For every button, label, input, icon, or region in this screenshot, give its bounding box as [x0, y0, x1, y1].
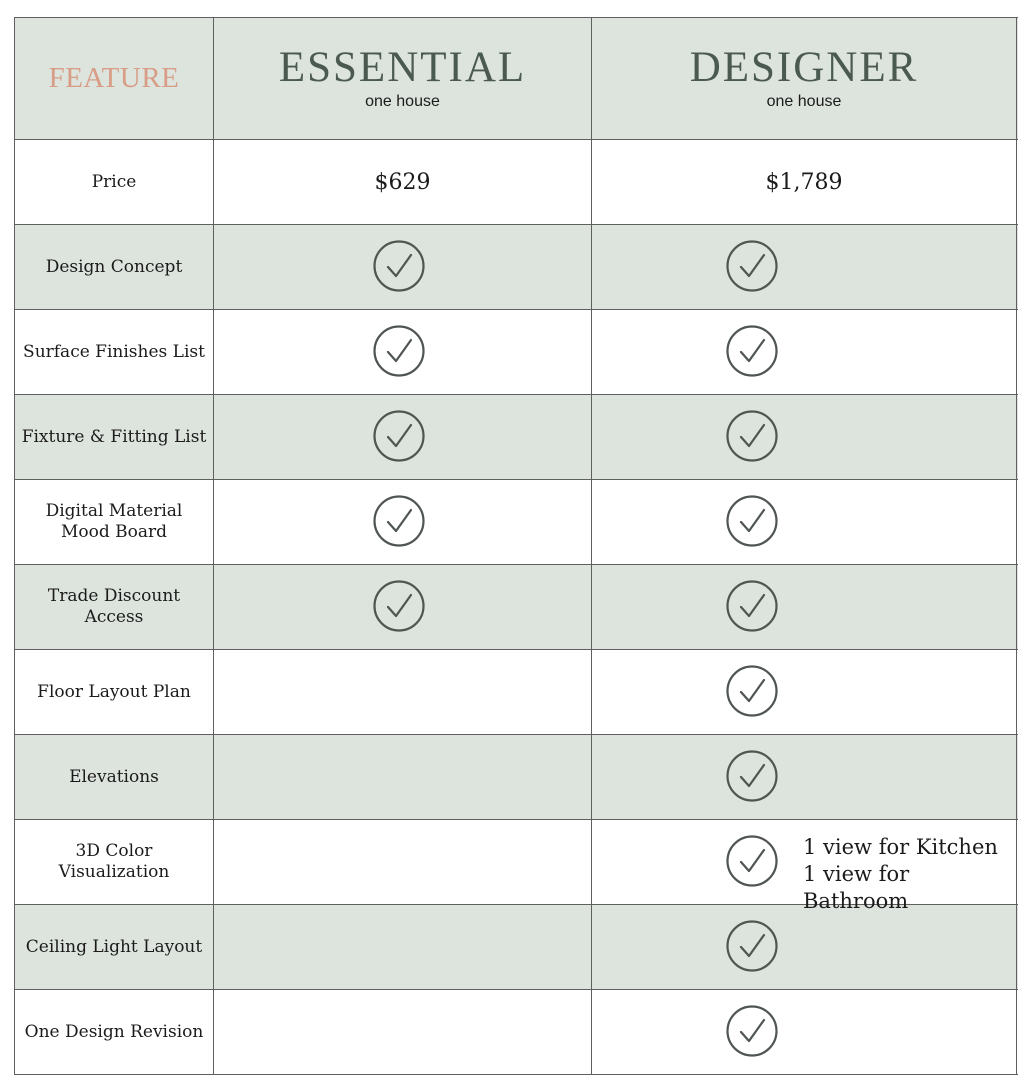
- feature-row: [15, 225, 1018, 310]
- feature-label: Elevations: [69, 766, 159, 787]
- check-circle-icon: [726, 920, 778, 972]
- designer-cell: [592, 990, 1017, 1074]
- feature-label-cell: [15, 565, 214, 649]
- essential-cell: [214, 480, 592, 564]
- essential-cell: [214, 565, 592, 649]
- essential-cell: [214, 820, 592, 904]
- feature-label: One Design Revision: [24, 1021, 204, 1042]
- check-circle-icon: [726, 750, 778, 802]
- check-circle-icon: [373, 580, 425, 632]
- feature-label-cell: [15, 395, 214, 479]
- essential-cell: [214, 395, 592, 479]
- feature-row: [15, 820, 1018, 913]
- price-label-cell: [15, 140, 214, 224]
- feature-label: Design Concept: [45, 256, 183, 277]
- essential-cell: [214, 310, 592, 394]
- check-circle-icon: [726, 240, 778, 292]
- check-circle-icon: [726, 1005, 778, 1057]
- essential-cell: [214, 905, 592, 989]
- feature-row: [15, 650, 1018, 735]
- check-circle-icon: [726, 325, 778, 377]
- feature-row: [15, 990, 1018, 1075]
- check-circle-icon: [373, 495, 425, 547]
- feature-label-cell: [15, 905, 214, 989]
- check-circle-icon: [726, 410, 778, 462]
- designer-price-cell: [592, 140, 1017, 224]
- feature-row: [15, 565, 1018, 650]
- designer-plan-subtitle: one house: [766, 92, 842, 110]
- feature-label-cell: [15, 735, 214, 819]
- essential-cell: [214, 650, 592, 734]
- essential-cell: [214, 990, 592, 1074]
- feature-label-cell: [15, 820, 214, 904]
- feature-label-cell: [15, 225, 214, 309]
- designer-cell: [592, 565, 1017, 649]
- designer-cell: [592, 820, 1017, 913]
- feature-label: Surface Finishes List: [23, 341, 205, 362]
- feature-row: [15, 905, 1018, 990]
- feature-label: 3D Color Visualization: [58, 841, 170, 882]
- essential-cell: [214, 225, 592, 309]
- feature-column-title: FEATURE: [48, 62, 180, 94]
- designer-plan-title: DESIGNER: [689, 43, 919, 91]
- feature-label-cell: [15, 990, 214, 1074]
- designer-price: $1,789: [765, 169, 843, 195]
- designer-cell: [592, 650, 1017, 734]
- header-row: [15, 18, 1018, 140]
- feature-label: Floor Layout Plan: [37, 681, 191, 702]
- comparison-table: [14, 17, 1018, 1075]
- feature-rows: [15, 225, 1018, 1075]
- check-circle-icon: [373, 240, 425, 292]
- check-circle-icon: [726, 495, 778, 547]
- essential-plan-subtitle: one house: [365, 92, 440, 110]
- essential-price: $629: [374, 169, 431, 195]
- essential-plan-title: ESSENTIAL: [278, 43, 527, 91]
- feature-label-cell: [15, 650, 214, 734]
- essential-cell: [214, 735, 592, 819]
- designer-cell: [592, 395, 1017, 479]
- price-label: Price: [91, 171, 137, 192]
- check-circle-icon: [726, 835, 778, 887]
- feature-label: Trade Discount Access: [47, 586, 181, 627]
- feature-row: [15, 395, 1018, 480]
- check-circle-icon: [373, 410, 425, 462]
- check-circle-icon: [373, 325, 425, 377]
- designer-cell: [592, 905, 1017, 989]
- check-circle-icon: [726, 580, 778, 632]
- designer-cell: [592, 310, 1017, 394]
- feature-header-cell: [15, 18, 214, 139]
- essential-header-cell: [214, 18, 592, 139]
- check-circle-icon: [726, 665, 778, 717]
- price-row: [15, 140, 1018, 225]
- essential-price-cell: [214, 140, 592, 224]
- designer-cell: [592, 735, 1017, 819]
- feature-label-cell: [15, 310, 214, 394]
- feature-label: Fixture & Fitting List: [21, 426, 207, 447]
- designer-cell: [592, 480, 1017, 564]
- feature-row: [15, 480, 1018, 565]
- feature-label: Digital Material Mood Board: [45, 501, 183, 542]
- feature-label: Ceiling Light Layout: [25, 936, 203, 957]
- designer-note: 1 view for Kitchen 1 view for Bathroom: [803, 835, 998, 913]
- feature-row: [15, 310, 1018, 395]
- feature-label-cell: [15, 480, 214, 564]
- designer-cell: [592, 225, 1017, 309]
- designer-header-cell: [592, 18, 1017, 139]
- feature-row: [15, 735, 1018, 820]
